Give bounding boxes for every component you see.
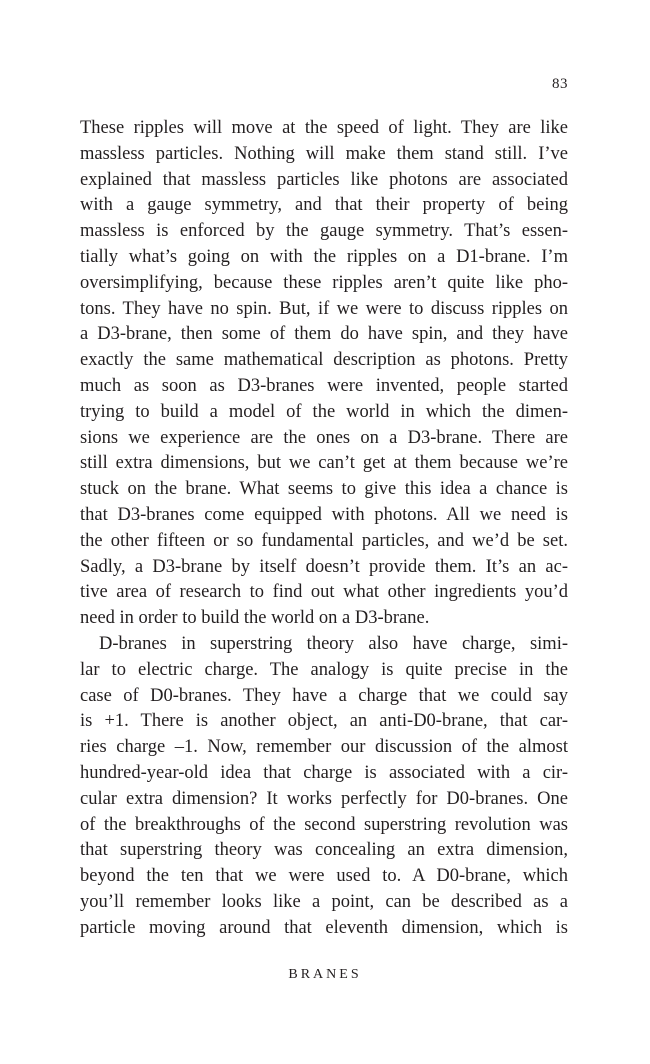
text-line: Sadly, a D3-brane by itself doesn’t provide them. It’s an ac- [80,556,568,577]
text-line: ries charge –1. Now, remember our discussion of the almost [80,737,568,758]
text-line: with a gauge symmetry, and that their property of being [80,195,568,216]
text-line: need in order to build the world on a D3-brane. [80,608,430,629]
text-line: case of D0-branes. They have a charge that we could say [80,685,568,706]
text-line: tially what’s going on with the ripples on a D1-brane. I’m [80,246,568,267]
text-line: massless particles. Nothing will make them stand still. I’ve [80,143,568,164]
text-line: These ripples will move at the speed of light. They are like [80,118,568,138]
text-line: cular extra dimension? It works perfectly for D0-branes. One [80,788,568,809]
text-line: is +1. There is another object, an anti-D0-brane, that car- [80,711,568,732]
text-line: that superstring theory was concealing an extra dimension, [80,840,568,861]
text-line: particle moving around that eleventh dimension, which is [80,917,568,938]
text-line: you’ll remember looks like a point, can be described as a [80,891,568,912]
text-line: stuck on the brane. What seems to give this idea a chance is [80,479,568,500]
text-line: that D3-branes come equipped with photons. All we need is [80,504,568,525]
text-line: explained that massless particles like photons are associated [80,169,568,190]
body-text [80,116,568,942]
text-line: a D3-brane, then some of them do have spin, and they have [80,324,568,345]
text-line: still extra dimensions, but we can’t get at them because we’re [80,453,568,474]
page-number: 83 [552,76,568,92]
text-line: lar to electric charge. The analogy is quite precise in the [80,659,568,680]
text-line: much as soon as D3-branes were invented, people started [80,375,568,396]
text-line: tive area of research to find out what other ingredients you’d [80,582,568,603]
text-line: massless is enforced by the gauge symmetry. That’s essen- [80,221,568,242]
running-footer: BRANES [288,967,362,982]
text-line: D-branes in superstring theory also have charge, simi- [99,633,568,654]
text-line: trying to build a model of the world in which the dimen- [80,401,568,422]
text-line: of the breakthroughs of the second superstring revolution was [80,814,568,835]
text-line: hundred-year-old idea that charge is associated with a cir- [80,762,568,783]
text-line: sions we experience are the ones on a D3-brane. There are [80,427,568,448]
text-line: the other fifteen or so fundamental particles, and we’d be set. [80,530,568,551]
text-line: tons. They have no spin. But, if we were to discuss ripples on [80,298,568,319]
text-line: oversimplifying, because these ripples aren’t quite like pho- [80,272,568,293]
text-line: beyond the ten that we were used to. A D0-brane, which [80,866,568,887]
text-line: exactly the same mathematical description as photons. Pretty [80,350,568,371]
